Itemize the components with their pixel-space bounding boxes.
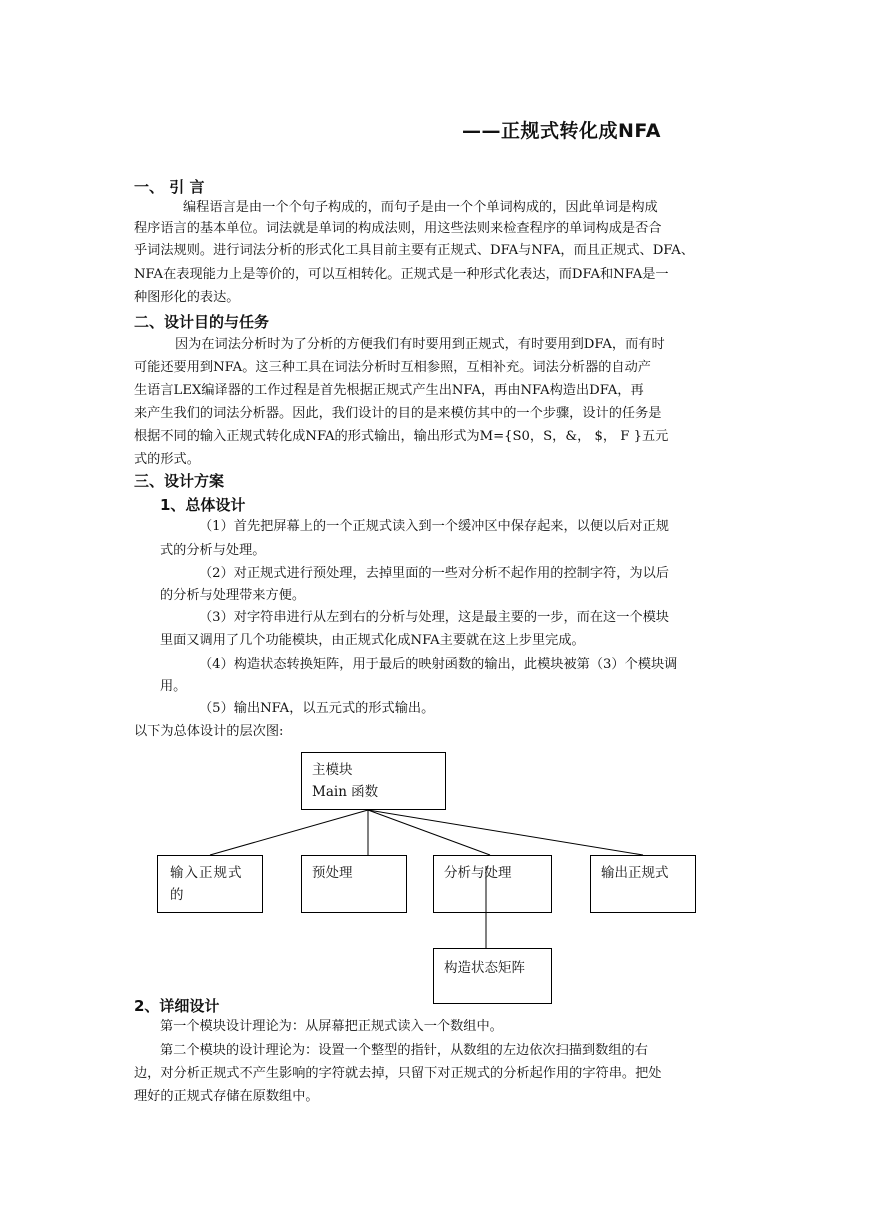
section-heading-design: 三、设计方案 [134,472,225,490]
connector-line [368,810,490,855]
diagram-node-preprocess [301,855,407,913]
node-label: 的 [170,887,184,903]
node-label: 预处理 [312,865,353,881]
diagram-node-input [157,855,263,913]
list-item-line: 式的分析与处理。 [160,543,266,558]
list-item-line: 的分析与处理带来方便。 [160,588,306,603]
list-item-line: （3）对字符串进行从左到右的分析与处理，这是最主要的一步，而在这一个模块 [199,610,669,625]
subsection-heading-detailed-design: 2、详细设计 [134,997,220,1015]
list-item-line: 用。 [160,679,187,694]
node-label: Main 函数 [312,784,379,800]
paragraph-line: 式的形式。 [134,452,200,467]
paragraph-line: 第二个模块的设计理论为：设置一个整型的指针，从数组的左边依次扫描到数组的右 [160,1043,648,1058]
paragraph-line: 可能还要用到NFA。这三种工具在词法分析时互相参照，互相补充。词法分析器的自动产 [134,360,651,375]
paragraph-line: 程序语言的基本单位。词法就是单词的构成法则，用这些法则来检查程序的单词构成是否合 [134,221,662,236]
section-heading-introduction: 一、 引 言 [134,178,205,196]
paragraph-line: 边，对分析正规式不产生影响的字符就去掉，只留下对正规式的分析起作用的字符串。把处 [134,1066,662,1081]
document-title: ——正规式转化成NFA [462,120,661,142]
node-label: 构造状态矩阵 [444,960,525,976]
diagram-intro-text: 以下为总体设计的层次图: [134,724,284,739]
list-item-line: （2）对正规式进行预处理，去掉里面的一些对分析不起作用的控制字符，为以后 [199,566,669,581]
connector-line [368,810,643,855]
paragraph-line: 种图形化的表达。 [134,290,240,305]
paragraph-line: 理好的正规式存储在原数组中。 [134,1089,319,1104]
subsection-heading-overall-design: 1、总体设计 [160,496,246,514]
paragraph-line: 编程语言是由一个个句子构成的，而句子是由一个个单词构成的，因此单词是构成 [183,200,658,215]
paragraph-line: 生语言LEX编译器的工作过程是首先根据正规式产生出NFA，再由NFA构造出DFA，再 [134,383,644,398]
list-item-line: 里面又调用了几个功能模块，由正规式化成NFA主要就在这上步里完成。 [160,633,585,648]
node-label: 输出正规式 [601,865,669,881]
section-heading-goals: 二、设计目的与任务 [134,313,270,331]
diagram-node-output [590,855,696,913]
list-item-line: （1）首先把屏幕上的一个正规式读入到一个缓冲区中保存起来，以便以后对正规 [199,519,669,534]
paragraph-line: 根据不同的输入正规式转化成NFA的形式输出，输出形式为M={S0，S，&， $， F }五元 [134,429,669,444]
node-label: 分析与处理 [444,865,512,881]
diagram-node-state-matrix [433,948,552,1004]
node-label: 主模块 [312,762,353,778]
list-item-line: （4）构造状态转换矩阵，用于最后的映射函数的输出，此模块被第（3）个模块调 [199,657,678,672]
paragraph-line: 来产生我们的词法分析器。因此，我们设计的目的是来模仿其中的一个步骤，设计的任务是 [134,406,662,421]
paragraph-line: 因为在词法分析时为了分析的方便我们有时要用到正规式，有时要用到DFA，而有时 [175,337,665,352]
paragraph-line: 第一个模块设计理论为：从屏幕把正规式读入一个数组中。 [160,1019,503,1034]
paragraph-line: 乎词法规则。进行词法分析的形式化工具目前主要有正规式、DFA与NFA，而且正规式、DFA、 [134,243,695,258]
connector-line [210,810,368,855]
list-item-line: （5）输出NFA，以五元式的形式输出。 [199,701,435,716]
paragraph-line: NFA在表现能力上是等价的，可以互相转化。正规式是一种形式化表达，而DFA和NFA是一 [134,267,669,282]
diagram-node-analysis [433,855,552,913]
node-label: 输入正规式 [170,865,243,881]
diagram-node-main [301,752,446,810]
